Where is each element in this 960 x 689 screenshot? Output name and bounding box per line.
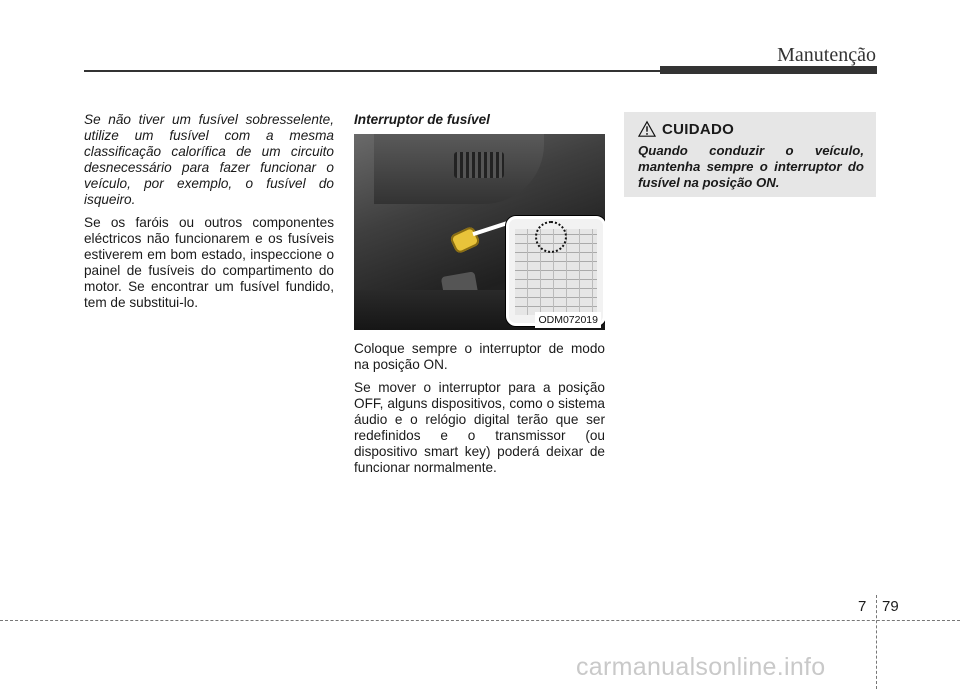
fuse-panel-inset xyxy=(506,216,605,326)
left-column xyxy=(84,112,334,318)
section-heading: Interruptor de fusível xyxy=(354,112,490,127)
caution-title: CUIDADO xyxy=(662,120,735,138)
middle-column xyxy=(354,112,605,483)
caution-text: Quando conduzir o veículo, mantenha sempre o interruptor do fusível na posição ON. xyxy=(638,143,864,190)
header-rule-thick xyxy=(660,66,877,74)
fuse-switch-photo xyxy=(354,134,605,330)
switch-off-paragraph: Se mover o interruptor para a posição OFF, alguns dispositivos, como o sistema áudio e o relógio digital terão que ser redefinidos e o transmissor (ou dispositivo smart key) poderá deixar de funcionar normalmente. xyxy=(354,380,605,475)
page-header-title: Manutenção xyxy=(777,44,876,66)
chapter-number: 7 xyxy=(858,598,867,615)
header-rule-thin xyxy=(84,70,660,72)
switch-on-paragraph: Coloque sempre o interruptor de modo na posição ON. xyxy=(354,341,605,372)
caution-header xyxy=(638,120,734,138)
watermark: carmanualsonline.info xyxy=(576,653,826,681)
fuse-panel-paragraph: Se os faróis ou outros componentes eléctricos não funcionarem e os fusíveis estiverem em bom estado, inspeccione o painel de fusíveis do compartimento do motor. Se encontrar um fusível fundido, tem de substitui-lo. xyxy=(84,215,334,310)
caution-box xyxy=(624,112,876,197)
highlight-circle xyxy=(535,221,567,253)
spare-fuse-note: Se não tiver um fusível sobresselente, utilize um fusível com a mesma classificação calorífica de um circuito desnecessário para fazer funcionar o veículo, por exemplo, o fusível do isqueiro. xyxy=(84,112,334,207)
footer-rule xyxy=(0,620,960,621)
warning-triangle-icon xyxy=(638,120,656,138)
image-code: ODM072019 xyxy=(535,312,601,328)
page-number: 79 xyxy=(882,598,899,615)
footer-divider xyxy=(876,595,877,689)
air-vent xyxy=(454,152,504,178)
